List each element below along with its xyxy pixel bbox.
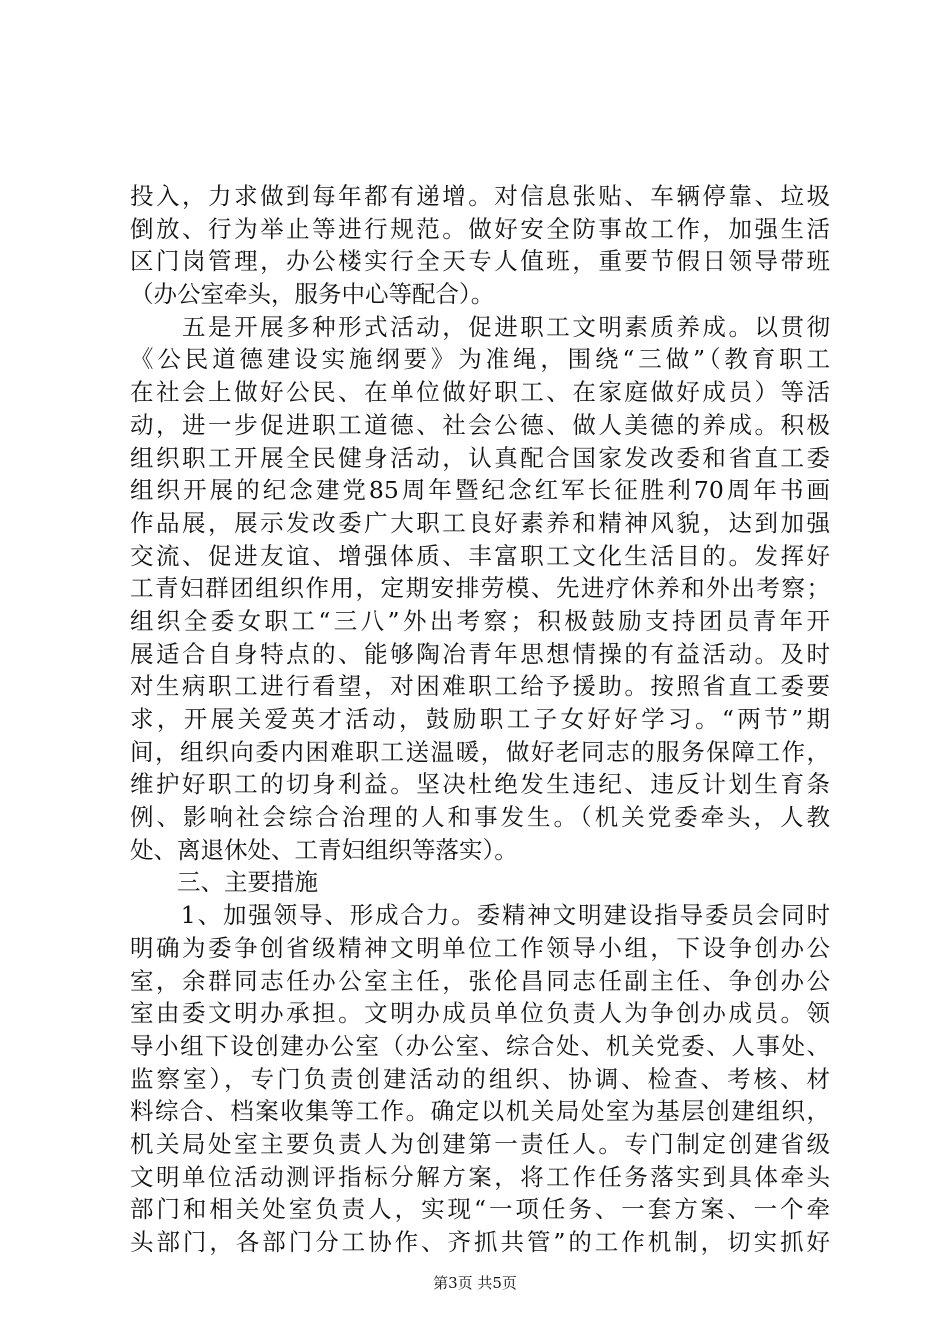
page-footer: 第3页 共5页 — [433, 1274, 517, 1292]
text-line: 例、影响社会综合治理的人和事发生。（机关党委牵头，人教 — [130, 803, 830, 832]
text-line: 部门和相关处室负责人，实现“一项任务、一套方案、一个牵 — [130, 1195, 830, 1224]
text-line: 组织开展的纪念建党85周年暨纪念红军长征胜利70周年书画 — [130, 476, 830, 505]
text-line: 组织职工开展全民健身活动，认真配合国家发改委和省直工委 — [130, 443, 830, 472]
text-line: 导小组下设创建办公室（办公室、综合处、机关党委、人事处、 — [130, 1031, 830, 1060]
text-line: 料综合、档案收集等工作。确定以机关局处室为基层创建组织， — [130, 1097, 830, 1126]
text-line: 处、离退休处、工青妇组织等落实）。 — [130, 835, 518, 864]
text-line: 对生病职工进行看望，对困难职工给予援助。按照省直工委要 — [130, 672, 830, 701]
text-line: 五是开展多种形式活动，促进职工文明素质养成。以贯彻 — [130, 312, 830, 341]
text-line: 室由委文明办承担。文明办成员单位负责人为争创办成员。领 — [130, 999, 830, 1028]
text-line: 区门岗管理，办公楼实行全天专人值班，重要节假日领导带班 — [130, 247, 830, 276]
text-line: 室，余群同志任办公室主任，张伦昌同志任副主任、争创办公 — [130, 966, 830, 995]
text-line: 倒放、行为举止等进行规范。做好安全防事故工作，加强生活 — [130, 214, 830, 243]
text-line: 动，进一步促进职工道德、社会公德、做人美德的养成。积极 — [130, 410, 830, 439]
text-line: 明确为委争创省级精神文明单位工作领导小组，下设争创办公 — [130, 933, 830, 962]
text-line: 在社会上做好公民、在单位做好职工、在家庭做好成员）等活 — [130, 378, 830, 407]
section-heading: 三、主要措施 — [130, 868, 318, 897]
text-line: 组织全委女职工“三八”外出考察；积极鼓励支持团员青年开 — [130, 606, 830, 635]
text-line: 文明单位活动测评指标分解方案，将工作任务落实到具体牵头 — [130, 1162, 830, 1191]
text-line: 作品展，展示发改委广大职工良好素养和精神风貌，达到加强 — [130, 508, 830, 537]
document-body — [130, 180, 830, 1259]
text-line: 交流、促进友谊、增强体质、丰富职工文化生活目的。发挥好 — [130, 541, 830, 570]
text-line: 头部门，各部门分工协作、齐抓共管”的工作机制，切实抓好 — [130, 1228, 830, 1256]
text-line: 展适合自身特点的、能够陶冶青年思想情操的有益活动。及时 — [130, 639, 830, 668]
text-line: 监察室），专门负责创建活动的组织、协调、检查、考核、材 — [130, 1064, 830, 1093]
text-line: 《公民道德建设实施纲要》为准绳，围绕“三做”（教育职工 — [130, 345, 830, 374]
text-line: 机关局处室主要负责人为创建第一责任人。专门制定创建省级 — [130, 1129, 830, 1158]
text-line: 投入，力求做到每年都有递增。对信息张贴、车辆停靠、垃圾 — [130, 182, 830, 210]
text-line: 1、加强领导、形成合力。委精神文明建设指导委员会同时 — [130, 901, 830, 930]
text-line: 工青妇群团组织作用，定期安排劳模、先进疗休养和外出考察； — [130, 574, 830, 603]
text-line: 求，开展关爱英才活动，鼓励职工子女好好学习。“两节”期 — [130, 705, 830, 733]
text-line: 间，组织向委内困难职工送温暖，做好老同志的服务保障工作， — [130, 737, 830, 766]
text-line: （办公室牵头，服务中心等配合）。 — [130, 280, 495, 309]
text-line: 维护好职工的切身利益。坚决杜绝发生违纪、违反计划生育条 — [130, 770, 830, 799]
